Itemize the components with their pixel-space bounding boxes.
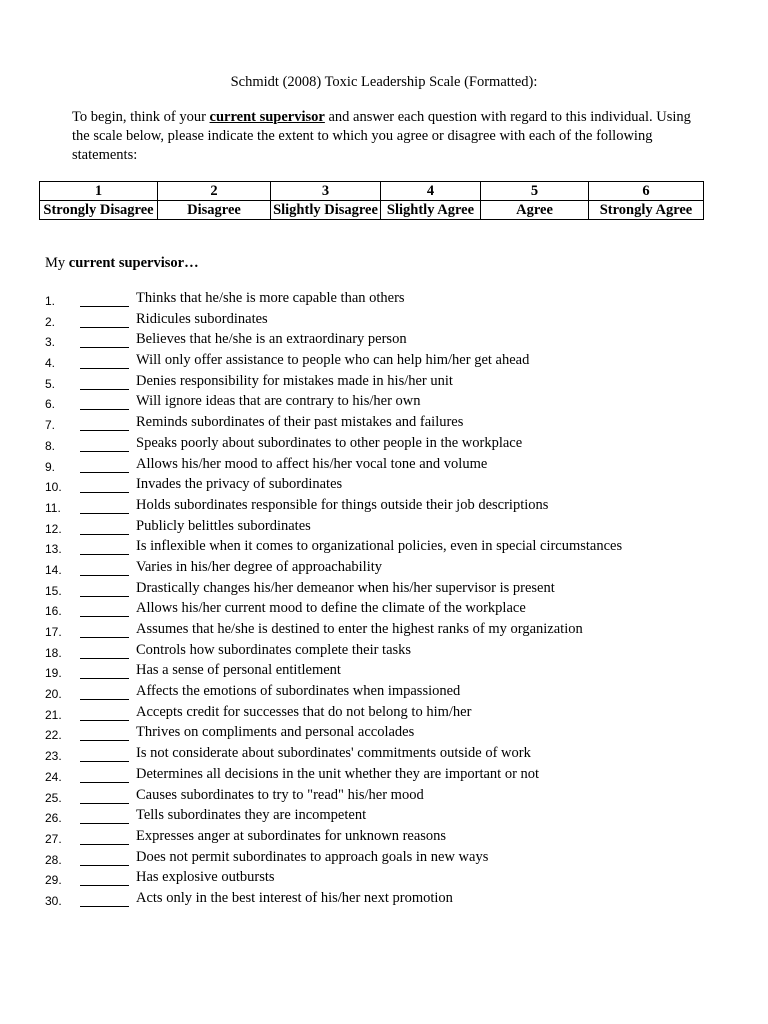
- item-text: Will ignore ideas that are contrary to his/her own: [136, 393, 421, 410]
- rating-scale-table: [39, 181, 704, 220]
- list-item: [0, 331, 768, 352]
- scale-number: 6: [589, 182, 704, 201]
- item-text: Speaks poorly about subordinates to other people in the workplace: [136, 434, 523, 451]
- item-text: Denies responsibility for mistakes made in his/her unit: [136, 372, 453, 389]
- item-number: 8.: [45, 438, 56, 453]
- instructions-part1: To begin, think of your: [72, 109, 210, 125]
- answer-blank[interactable]: [80, 306, 129, 307]
- list-item: [0, 724, 768, 745]
- answer-blank[interactable]: [80, 327, 129, 328]
- item-number: 19.: [45, 666, 62, 681]
- answer-blank[interactable]: [80, 492, 129, 493]
- scale-number: 5: [481, 182, 589, 201]
- answer-blank[interactable]: [80, 616, 129, 617]
- answer-blank[interactable]: [80, 720, 129, 721]
- item-number: 25.: [45, 790, 62, 805]
- item-text: Believes that he/she is an extraordinary person: [136, 331, 407, 348]
- item-text: Accepts credit for successes that do not belong to him/her: [136, 703, 472, 720]
- item-text: Holds subordinates responsible for things outside their job descriptions: [136, 496, 549, 513]
- list-item: [0, 414, 768, 435]
- item-number: 30.: [45, 893, 62, 908]
- list-item: [0, 518, 768, 539]
- item-text: Reminds subordinates of their past mistakes and failures: [136, 414, 464, 431]
- item-number: 12.: [45, 521, 62, 536]
- item-text: Allows his/her current mood to define the climate of the workplace: [136, 600, 526, 617]
- item-text: Allows his/her mood to affect his/her vocal tone and volume: [136, 455, 488, 472]
- answer-blank[interactable]: [80, 699, 129, 700]
- item-text: Controls how subordinates complete their tasks: [136, 641, 412, 658]
- item-text: Publicly belittles subordinates: [136, 517, 311, 534]
- item-text: Tells subordinates they are incompetent: [136, 807, 367, 824]
- list-item: [0, 497, 768, 518]
- scale-label: Strongly Agree: [589, 201, 704, 220]
- list-item: [0, 807, 768, 828]
- item-number: 18.: [45, 645, 62, 660]
- answer-blank[interactable]: [80, 472, 129, 473]
- scale-number: 3: [271, 182, 381, 201]
- answer-blank[interactable]: [80, 885, 129, 886]
- answer-blank[interactable]: [80, 430, 129, 431]
- list-item: [0, 662, 768, 683]
- item-text: Acts only in the best interest of his/her next promotion: [136, 889, 453, 906]
- item-text: Is not considerate about subordinates' commitments outside of work: [136, 745, 531, 762]
- item-number: 2.: [45, 314, 56, 329]
- answer-blank[interactable]: [80, 803, 129, 804]
- item-number: 11.: [45, 500, 61, 515]
- item-text: Determines all decisions in the unit whether they are important or not: [136, 765, 540, 782]
- item-text: Varies in his/her degree of approachability: [136, 558, 383, 575]
- list-item: [0, 290, 768, 311]
- answer-blank[interactable]: [80, 844, 129, 845]
- answer-blank[interactable]: [80, 761, 129, 762]
- scale-label: Slightly Agree: [381, 201, 481, 220]
- item-number: 15.: [45, 583, 62, 598]
- scale-label: Disagree: [158, 201, 271, 220]
- list-item: [0, 766, 768, 787]
- item-number: 21.: [45, 707, 62, 722]
- item-text: Assumes that he/she is destined to enter the highest ranks of my organization: [136, 621, 583, 637]
- item-text: Does not permit subordinates to approach goals in new ways: [136, 848, 489, 865]
- list-item: [0, 373, 768, 394]
- item-text: Expresses anger at subordinates for unknown reasons: [136, 827, 447, 844]
- answer-blank[interactable]: [80, 658, 129, 659]
- list-item: [0, 890, 768, 911]
- list-item: [0, 869, 768, 890]
- item-number: 13.: [45, 542, 62, 557]
- list-item: [0, 456, 768, 477]
- item-number: 4.: [45, 356, 56, 371]
- list-item: [0, 580, 768, 601]
- item-number: 14.: [45, 562, 62, 577]
- list-item: [0, 704, 768, 725]
- answer-blank[interactable]: [80, 637, 129, 638]
- item-number: 3.: [45, 335, 56, 350]
- list-item: [0, 683, 768, 704]
- item-number: 16.: [45, 604, 62, 619]
- item-number: 28.: [45, 852, 62, 867]
- answer-blank[interactable]: [80, 368, 129, 369]
- item-number: 24.: [45, 769, 62, 784]
- list-item: [0, 600, 768, 621]
- answer-blank[interactable]: [80, 782, 129, 783]
- item-number: 5.: [45, 376, 56, 391]
- list-item: [0, 352, 768, 373]
- list-item: [0, 538, 768, 559]
- item-number: 27.: [45, 831, 62, 846]
- item-text: Causes subordinates to try to "read" his/her mood: [136, 786, 424, 803]
- lead-bold: current supervisor…: [68, 255, 199, 271]
- scale-label: Strongly Disagree: [40, 201, 158, 220]
- item-number: 20.: [45, 687, 62, 702]
- answer-blank[interactable]: [80, 513, 129, 514]
- answer-blank[interactable]: [80, 740, 129, 741]
- item-number: 7.: [45, 418, 56, 433]
- answer-blank[interactable]: [80, 554, 129, 555]
- answer-blank[interactable]: [80, 409, 129, 410]
- list-item: [0, 559, 768, 580]
- instructions-emphasis: current supervisor: [209, 109, 325, 125]
- page-title: Schmidt (2008) Toxic Leadership Scale (Formatted):: [230, 74, 538, 90]
- list-item: [0, 745, 768, 766]
- answer-blank[interactable]: [80, 347, 129, 348]
- statement-list: [0, 290, 768, 911]
- item-text: Thrives on compliments and personal accolades: [136, 724, 415, 741]
- answer-blank[interactable]: [80, 678, 129, 679]
- item-text: Has a sense of personal entitlement: [136, 662, 341, 679]
- scale-numbers-row: [40, 182, 704, 201]
- list-item: [0, 435, 768, 456]
- item-text: Will only offer assistance to people who can help him/her get ahead: [136, 352, 530, 369]
- scale-number: 1: [40, 182, 158, 201]
- item-number: 23.: [45, 749, 62, 764]
- answer-blank[interactable]: [80, 389, 129, 390]
- list-item: [0, 787, 768, 808]
- list-item: [0, 828, 768, 849]
- list-item: [0, 476, 768, 497]
- item-text: Drastically changes his/her demeanor when his/her supervisor is present: [136, 579, 555, 596]
- item-number: 22.: [45, 728, 62, 743]
- item-number: 17.: [45, 625, 62, 639]
- answer-blank[interactable]: [80, 575, 129, 576]
- list-item: [0, 311, 768, 332]
- statement-lead: [45, 255, 199, 272]
- answer-blank[interactable]: [80, 865, 129, 866]
- scale-number: 4: [381, 182, 481, 201]
- answer-blank[interactable]: [80, 823, 129, 824]
- item-text: Ridicules subordinates: [136, 310, 268, 327]
- list-item: [0, 621, 768, 642]
- item-number: 29.: [45, 873, 62, 888]
- answer-blank[interactable]: [80, 596, 129, 597]
- scale-label: Slightly Disagree: [271, 201, 381, 220]
- item-number: 9.: [45, 459, 56, 474]
- item-text: Thinks that he/she is more capable than others: [136, 290, 405, 306]
- list-item: [0, 393, 768, 414]
- item-number: 6.: [45, 397, 56, 412]
- item-number: 1.: [45, 294, 56, 308]
- item-text: Is inflexible when it comes to organizational policies, even in special circumstances: [136, 538, 623, 555]
- list-item: [0, 849, 768, 870]
- instructions-part2: and answer each question with regard to this individual. Using the scale below, please indicate the extent to which you agree or disagree with each of the following statements:: [72, 109, 691, 163]
- answer-blank[interactable]: [80, 451, 129, 452]
- item-number: 26.: [45, 811, 62, 826]
- item-text: Invades the privacy of subordinates: [136, 476, 343, 493]
- lead-prefix: My: [45, 255, 69, 271]
- answer-blank[interactable]: [80, 534, 129, 535]
- item-text: Has explosive outbursts: [136, 869, 275, 886]
- instructions: [72, 108, 712, 165]
- list-item: [0, 642, 768, 663]
- item-number: 10.: [45, 480, 62, 495]
- scale-number: 2: [158, 182, 271, 201]
- scale-label: Agree: [481, 201, 589, 220]
- answer-blank[interactable]: [80, 906, 129, 907]
- scale-labels-row: [40, 201, 704, 220]
- item-text: Affects the emotions of subordinates when impassioned: [136, 683, 461, 700]
